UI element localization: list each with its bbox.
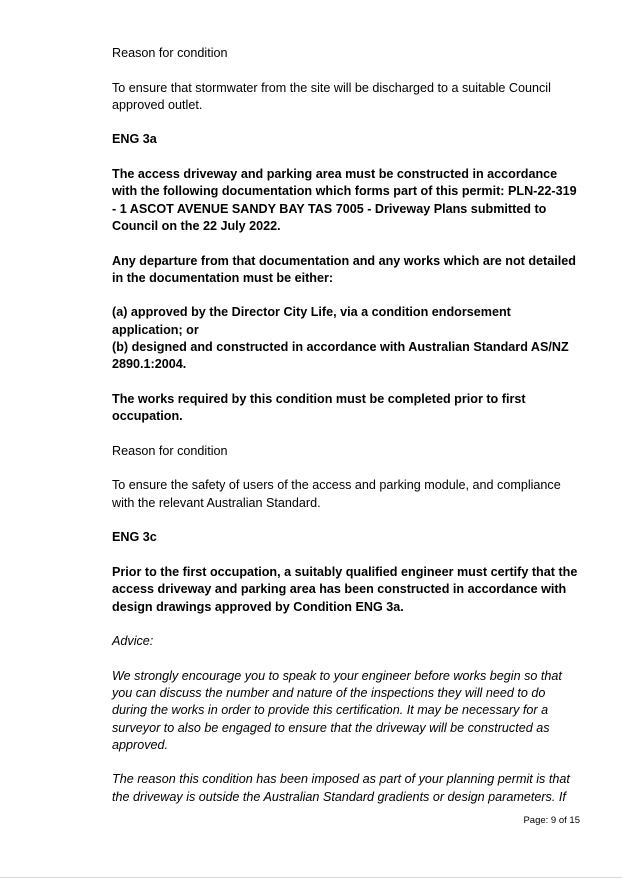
- advice-heading: Advice:: [112, 634, 154, 649]
- condition-eng-3c-text: Prior to the first occupation, a suitably qualified engineer must certify that the access driveway and parking area has been constructed in accordance with design drawings approved by Condition ENG 3a.: [112, 564, 578, 614]
- condition-eng-3a-text: The access driveway and parking area must be constructed in accordance with the following documentation which forms part of this permit: PLN-22-319 - 1 ASCOT AVENUE SANDY BAY TAS 7005 - Driveway Plans submitted to Council on the 22 July 2022.: [112, 167, 577, 233]
- condition-heading-eng-3c: ENG 3c: [112, 530, 157, 545]
- condition-heading-eng-3a: ENG 3a: [112, 132, 157, 147]
- reason-text-stormwater: To ensure that stormwater from the site will be discharged to a suitable Council approved outlet.: [112, 80, 551, 112]
- advice-reason-text: The reason this condition has been imposed as part of your planning permit is that the driveway is outside the Australian Standard gradients or design parameters. If: [112, 772, 570, 804]
- condition-eng-3a-completion-text: The works required by this condition must be completed prior to first occupation.: [112, 391, 526, 424]
- page-number: Page: 9 of 15: [523, 815, 580, 826]
- reason-text-safety: To ensure the safety of users of the access and parking module, and compliance with the relevant Australian Standard.: [112, 478, 561, 510]
- page-bottom-divider: [0, 877, 622, 878]
- condition-eng-3a-departure-text: Any departure from that documentation and any works which are not detailed in the documentation must be either:: [112, 253, 576, 285]
- reason-heading-1: Reason for condition: [112, 46, 228, 60]
- condition-eng-3a-option-b: (b) designed and constructed in accordance with Australian Standard AS/NZ 2890.1:2004.: [112, 340, 569, 372]
- document-body: [112, 45, 582, 823]
- condition-eng-3a-option-a: (a) approved by the Director City Life, via a condition endorsement application; or: [112, 305, 511, 337]
- advice-engineer-text: We strongly encourage you to speak to your engineer before works begin so that you can discuss the number and nature of the inspections they will need to do during the works in order to provide this certification. It may be necessary for a surveyor to also be engaged to ensure that the driveway will be constructed as approved.: [112, 668, 562, 752]
- reason-heading-2: Reason for condition: [112, 443, 228, 458]
